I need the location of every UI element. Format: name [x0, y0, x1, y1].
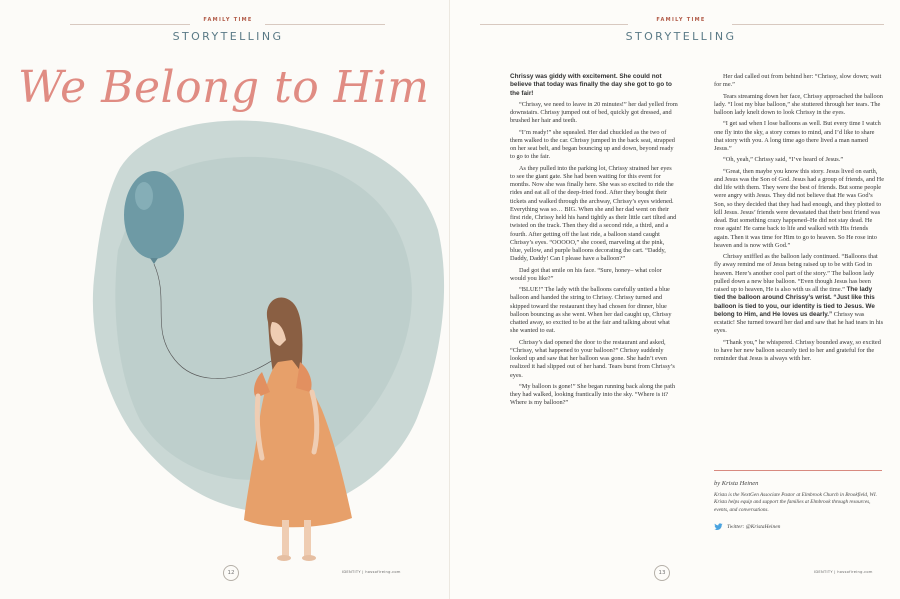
article-title: We Belong to Him [18, 62, 430, 113]
author-bio: Krista is the NextGen Associate Pastor at Elmbrook Church in Brookfield, WI. Krista helps equip and support the families at Elmbrook through resources, events, and conversations. [714, 492, 877, 513]
paragraph: Tears streaming down her face, Chrissy approached the balloon lady. “I lost my blue balloon,” she stuttered through her tears. The balloon lady knelt down to look Chrissy in the eyes. [714, 92, 883, 116]
header-rule-right [732, 24, 884, 25]
paragraph: “Oh, yeah,” Chrissy said, “I’ve heard of Jesus.” [723, 156, 844, 164]
paragraph: Her dad called out from behind her: “Chrissy, slow down; wait for me.” [714, 73, 882, 89]
page-number-left: 12 [223, 565, 239, 581]
paragraph: “Thank you,” he whispered. Chrissy bounded away, so excited to have her new balloon securely tied to her and grateful for the reminder that Jesus is always with her. [714, 338, 881, 362]
paragraph: Dad got that smile on his face. “Sure, honey– what color would you like?” [510, 266, 662, 282]
paragraph: Chrissy’s dad opened the door to the restaurant and asked, “Chrissy, what happened to your balloon?” Chrissy suddenly looked up and saw that her balloon was gone. She hadn’t even realized it had slipped out of her hand. Tears burst from Chrissy’s eyes. [510, 338, 675, 379]
bold-quote: The lady tied the balloon around Chrissy’s wrist. “Just like this balloon is tied to you, our identity is tied to Jesus. We belong to Him, and He loves us dearly.” [714, 286, 875, 318]
paragraph: “I get sad when I lose balloons as well. But every time I watch one fly into the sky, a story comes to mind, and I’d like to share that story with you. A long time ago there lived a man named Jesus.” [714, 120, 881, 152]
paragraph: As they pulled into the parking lot, Chrissy strained her eyes to see the giant gate. She had been waiting for this event for months. Now she was finally here. She was so excited to ride the rides and eat all of the deep-fried food. After they bought their tickets and walked through the archway, Chrissy’s eyes widened. Everything was so… BIG. When she and her dad went on their first ride, Chrissy held his hand tightly as their little cart tilted and twisted on the track. Then they did a second ride, a third, and a fourth. After getting off the last ride, a balloon stand caught Chrissy’s eyes. “OOOOO,” she cooed, marveling at the pink, blue, yellow, and purple balloons decorating the cart. “Daddy, Daddy, Daddy! Can I please have a balloon?” [510, 164, 677, 263]
twitter-label[interactable]: Twitter: @KristaHeinen [727, 524, 781, 530]
section-title: STORYTELLING [172, 30, 284, 43]
paragraph: “Great, then maybe you know this story. Jesus lived on earth, and Jesus was the Son of God. Jesus had a group of friends, and He did life with them. They were the best of friends. But some people were angry with Jesus. They did not believe that He was God’s Son, so they decided that they had had enough, and they plotted to kill Jesus. Jesus’ friends were devastated that their best friend was dead. But something crazy happened–He did not stay dead. He rose again! He came back to life and walked with His friends again. Then it was time for Him to go to heaven. So He rose into heaven and is now with God.” [714, 167, 884, 249]
article-column-2 [714, 73, 884, 366]
kicker: FAMILY TIME [203, 17, 253, 23]
page-number-right: 13 [654, 565, 670, 581]
kicker: FAMILY TIME [656, 17, 706, 23]
end-rule [714, 470, 882, 471]
paragraph-with-emphasis [714, 253, 884, 336]
footer-right: IDENTITY | hossofireing.com [814, 570, 873, 574]
text-run: Chrissy sniffled as the balloon lady continued. “Balloons that fly away remind me of Jesus being raised up to be with God in heaven. Here’s another cool part of the story.” The balloon lady pulled down a new blue balloon. “Even though Jesus has been raised up to heaven, He is also with us all the time.” [714, 253, 878, 293]
byline: by Krista Heinen [714, 480, 759, 487]
section-title: STORYTELLING [625, 30, 737, 43]
text-run: Chrissy was ecstatic! She turned toward her dad and saw that he had tears in his eyes. [714, 310, 884, 335]
twitter-icon [714, 523, 723, 531]
header-rule-left [480, 24, 628, 25]
paragraph: “My balloon is gone!” She began running back along the path they had walked, looking frantically into the sky. “Where is it? Where is my balloon?” [510, 382, 675, 407]
twitter-handle[interactable] [714, 523, 780, 531]
lead-paragraph: Chrissy was giddy with excitement. She could not believe that today was finally the day she got to go to the fair! [510, 73, 672, 97]
paragraph: “BLUE!” The lady with the balloons carefully untied a blue balloon and handed the string to Chrissy. Chrissy turned and skipped toward the restaurant they had chosen for dinner, blue balloon bouncing as she went. When her dad caught up, Chrissy chatted away, so excited to be at the fair and talking about what she wanted to eat. [510, 286, 672, 335]
article-column-1 [510, 73, 678, 411]
paragraph: “I’m ready!” she squealed. Her dad chuckled as the two of them walked to the car. Chrissy jumped in the back seat, strapped on her seat belt, and began bouncing up and down, beyond ready to go to the fair. [510, 128, 675, 161]
footer-left: IDENTITY | hossofireing.com [342, 570, 401, 574]
balloon [124, 171, 184, 259]
paragraph: “Chrissy, we need to leave in 20 minutes!” her dad yelled from downstairs. Chrissy jumped out of bed, quickly got dressed, and brushed her hair and teeth. [510, 100, 678, 125]
